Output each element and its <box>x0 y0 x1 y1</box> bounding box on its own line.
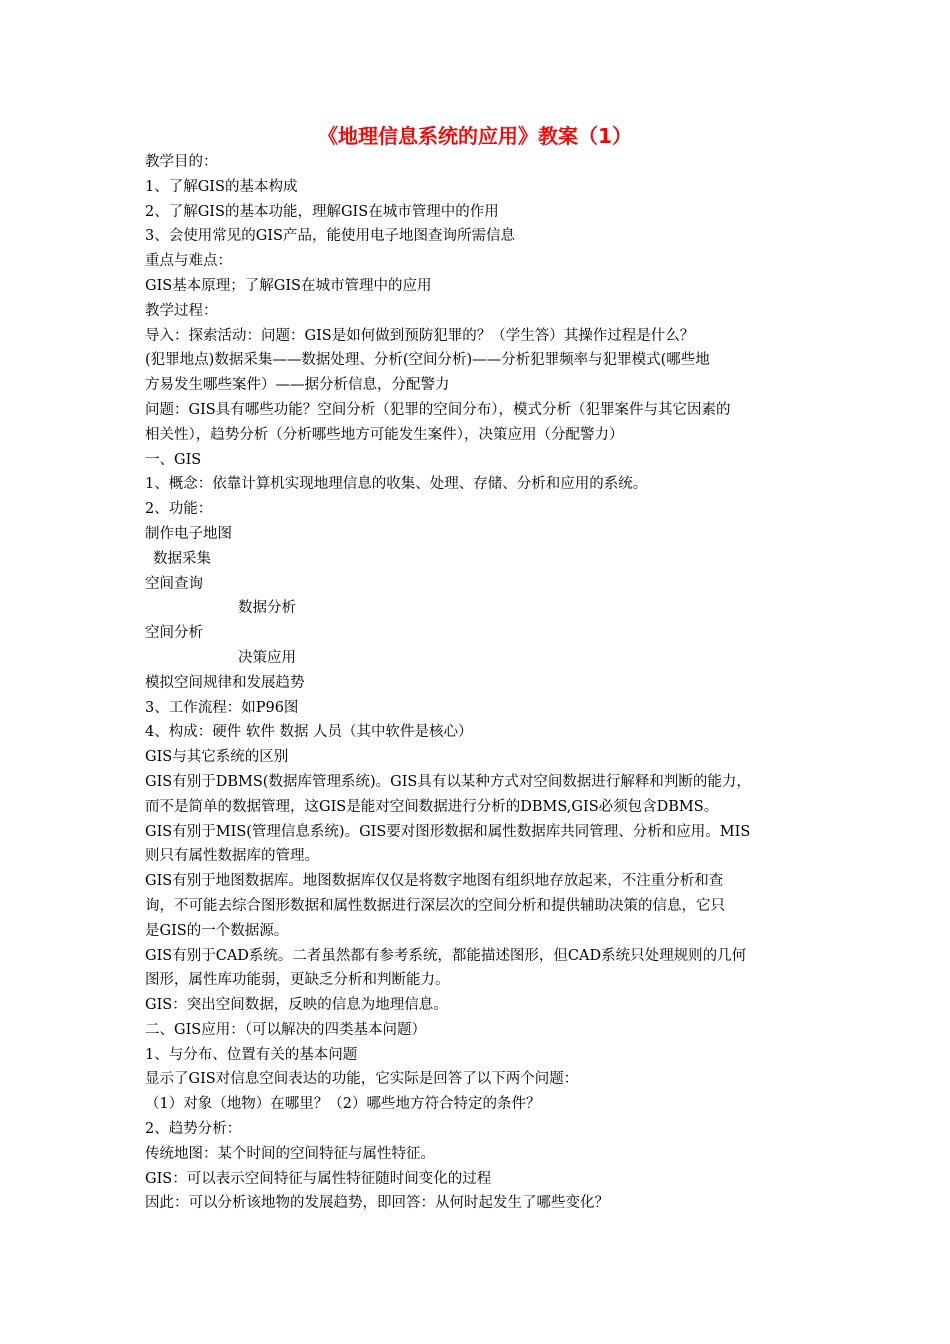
text-line: GIS有别于地图数据库。地图数据库仅仅是将数字地图有组织地存放起来，不注重分析和查 <box>145 873 724 890</box>
text-line: 4、构成：硬件 软件 数据 人员（其中软件是核心） <box>145 724 473 741</box>
text-line: 空间查询 <box>145 575 203 592</box>
text-line: 制作电子地图 <box>145 525 232 542</box>
text-line: 显示了GIS对信息空间表达的功能，它实际是回答了以下两个问题： <box>145 1071 579 1088</box>
text-line: GIS有别于CAD系统。二者虽然都有参考系统，都能描述图形，但CAD系统只处理规则的几何 <box>145 947 747 964</box>
text-line: 3、工作流程：如P96图 <box>145 699 299 716</box>
text-line: 教学目的： <box>145 154 218 170</box>
text-line: 是GIS的一个数据源。 <box>145 922 289 939</box>
text-line: 二、GIS应用：（可以解决的四类基本问题） <box>145 1021 426 1038</box>
document-title: 《地理信息系统的应用》教案（1） <box>318 124 632 148</box>
text-line: GIS有别于DBMS(数据库管理系统)。GIS具有以某种方式对空间数据进行解释和判断的能力， <box>145 773 751 790</box>
text-line: （1）对象（地物）在哪里？（2）哪些地方符合特定的条件？ <box>145 1096 541 1113</box>
text-line: 则只有属性数据库的管理。 <box>145 848 319 865</box>
text-line: 传统地图：某个时间的空间特征与属性特征。 <box>145 1145 435 1162</box>
text-line: 1、概念：依靠计算机实现地理信息的收集、处理、存储、分析和应用的系统。 <box>145 476 648 493</box>
text-line: 因此：可以分析该地物的发展趋势，即回答：从何时起发生了哪些变化？ <box>145 1195 609 1212</box>
text-line: 1、了解GIS的基本构成 <box>145 178 298 195</box>
text-line: 2、功能： <box>145 501 213 518</box>
text-line: 3、会使用常见的GIS产品，能使用电子地图查询所需信息 <box>145 228 515 245</box>
text-line: 而不是简单的数据管理，这GIS是能对空间数据进行分析的DBMS,GIS必须包含DBMS。 <box>145 798 719 815</box>
text-line: 空间分析 <box>145 625 203 642</box>
text-line: GIS：可以表示空间特征与属性特征随时间变化的过程 <box>145 1170 492 1187</box>
text-line: 数据分析 <box>238 600 296 617</box>
text-line: 一、GIS <box>145 451 202 468</box>
text-line: 问题：GIS具有哪些功能？空间分析（犯罪的空间分布），模式分析（犯罪案件与其它因素的 <box>145 401 731 418</box>
text-line: 询，不可能去综合图形数据和属性数据进行深层次的空间分析和提供辅助决策的信息，它只 <box>145 897 725 914</box>
text-line: 重点与难点： <box>145 253 232 270</box>
document-body <box>145 150 817 1216</box>
text-line: GIS有别于MIS(管理信息系统)。GIS要对图形数据和属性数据库共同管理、分析和应用。MIS <box>145 823 751 840</box>
text-line: 导入：探索活动：问题：GIS是如何做到预防犯罪的？（学生答）其操作过程是什么？ <box>145 327 695 344</box>
text-line: (犯罪地点)数据采集——数据处理、分析(空间分析)——分析犯罪频率与犯罪模式(哪些地 <box>145 352 710 369</box>
text-line: 数据采集 <box>153 550 211 567</box>
text-line: 2、趋势分析： <box>145 1121 242 1138</box>
text-line: GIS与其它系统的区别 <box>145 749 289 766</box>
text-line: 决策应用 <box>238 649 296 666</box>
text-line: 模拟空间规律和发展趋势 <box>145 674 305 691</box>
text-line: 图形，属性库功能弱，更缺乏分析和判断能力。 <box>145 972 450 989</box>
text-line: GIS基本原理；了解GIS在城市管理中的应用 <box>145 277 432 294</box>
text-line: 方易发生哪些案件）——据分析信息，分配警力 <box>145 377 450 394</box>
text-line: 1、与分布、位置有关的基本问题 <box>145 1046 358 1063</box>
text-line: 相关性），趋势分析（分析哪些地方可能发生案件），决策应用（分配警力） <box>145 426 624 443</box>
text-line: 教学过程： <box>145 302 218 319</box>
text-line: GIS：突出空间数据，反映的信息为地理信息。 <box>145 997 448 1014</box>
text-line: 2、了解GIS的基本功能，理解GIS在城市管理中的作用 <box>145 203 499 220</box>
